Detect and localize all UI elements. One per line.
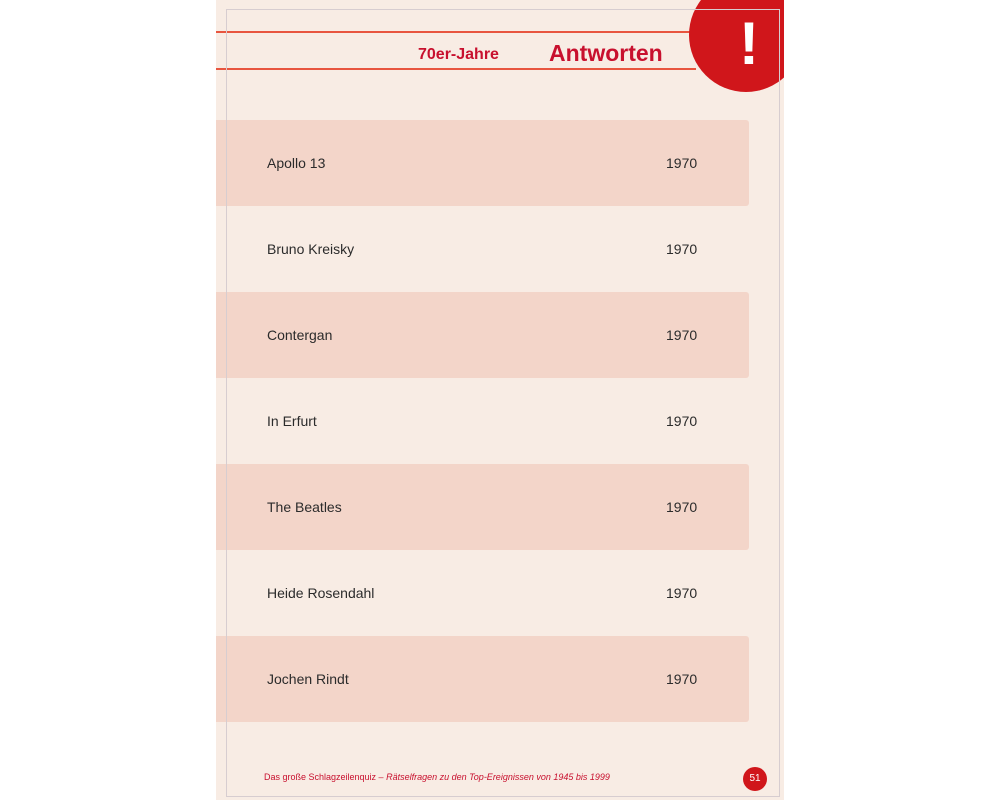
answer-row (216, 206, 749, 292)
answer-year: 1970 (666, 585, 698, 601)
page-number-badge: 51 (743, 767, 767, 791)
book-page (216, 0, 784, 800)
footer-subtitle: Rätselfragen zu den Top-Ereignissen von 1945 bis 1999 (386, 772, 610, 782)
page-title: Antworten (549, 40, 663, 66)
answer-row (216, 378, 749, 464)
header-rule-bottom (216, 68, 696, 70)
answer-text: Apollo 13 (267, 155, 326, 171)
answer-text: Contergan (267, 327, 333, 343)
exclamation-mark: ! (739, 9, 759, 77)
answer-year: 1970 (666, 155, 698, 171)
answer-year: 1970 (666, 327, 698, 343)
answer-row (216, 292, 749, 378)
answer-row (216, 636, 749, 722)
answer-text: Jochen Rindt (267, 671, 349, 687)
answer-year: 1970 (666, 241, 698, 257)
answer-row (216, 550, 749, 636)
answer-row (216, 120, 749, 206)
answer-year: 1970 (666, 499, 698, 515)
answer-text: In Erfurt (267, 413, 317, 429)
answer-text: Heide Rosendahl (267, 585, 375, 601)
exclamation-badge-icon (689, 0, 784, 92)
answer-year: 1970 (666, 413, 698, 429)
footer-caption (264, 772, 610, 782)
header-rule-top (216, 31, 696, 33)
section-label: 70er-Jahre (418, 46, 499, 63)
answer-text: The Beatles (267, 499, 342, 515)
answer-row (216, 464, 749, 550)
answer-text: Bruno Kreisky (267, 241, 355, 257)
footer-book-title: Das große Schlagzeilenquiz – (264, 772, 387, 782)
answer-year: 1970 (666, 671, 698, 687)
